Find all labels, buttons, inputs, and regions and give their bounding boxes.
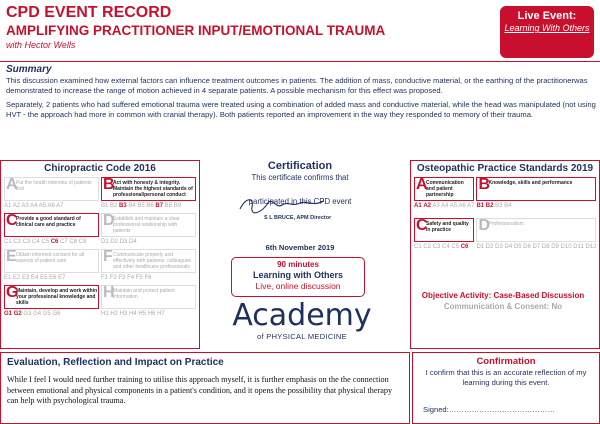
standard-code: F5 bbox=[135, 275, 143, 281]
standard-code: G3 bbox=[23, 311, 32, 317]
standard-box bbox=[414, 218, 474, 242]
standard-code: D2 bbox=[485, 244, 494, 250]
standard-letter: A bbox=[6, 176, 18, 193]
standard-codes bbox=[4, 202, 99, 210]
summary-heading: Summary bbox=[6, 64, 52, 75]
academy-logo bbox=[232, 300, 372, 341]
standard-letter: C bbox=[416, 217, 428, 234]
standard-letter: H bbox=[103, 284, 115, 301]
standard-code: H7 bbox=[157, 311, 165, 317]
standard-letter: E bbox=[6, 248, 17, 265]
standard-code: B2 bbox=[110, 203, 118, 209]
standard-code: A7 bbox=[467, 203, 475, 209]
standard-letter: A bbox=[416, 176, 428, 193]
standard-code: B4 bbox=[128, 203, 136, 209]
chiro-standard-d bbox=[100, 212, 197, 247]
chiropractic-grid bbox=[3, 176, 197, 319]
standard-description: Maintain, develop and work within your professional knowledge and skills bbox=[16, 288, 98, 306]
standard-code: C5 bbox=[41, 239, 50, 245]
standard-code: B6 bbox=[146, 203, 154, 209]
evaluation-heading: Evaluation, Reflection and Impact on Practice bbox=[7, 357, 224, 368]
standard-code: D6 bbox=[523, 244, 531, 250]
standard-code: B9 bbox=[173, 203, 182, 209]
standard-code: H6 bbox=[147, 311, 156, 317]
event-name: Learning with Others bbox=[252, 270, 343, 280]
signatory-name: S L BRUCE, APM Director bbox=[264, 215, 332, 221]
standard-code: B3 bbox=[495, 203, 503, 209]
confirmation-heading: Confirmation bbox=[476, 356, 536, 367]
standard-code: C5 bbox=[451, 244, 460, 250]
osteo-standard-d bbox=[475, 217, 597, 252]
standard-box bbox=[4, 249, 99, 273]
standard-letter: C bbox=[6, 212, 18, 229]
standard-code: E6 bbox=[49, 275, 57, 281]
standard-code: D4 bbox=[129, 239, 137, 245]
standard-code: G1 bbox=[4, 311, 13, 317]
standard-box bbox=[101, 177, 196, 201]
standard-code: B2 bbox=[485, 203, 494, 209]
standard-code: D2 bbox=[110, 239, 119, 245]
standard-codes bbox=[414, 202, 474, 210]
osteo-standard-c bbox=[413, 217, 475, 252]
standard-code: B1 bbox=[476, 203, 485, 209]
standard-code: A6 bbox=[47, 203, 55, 209]
director-signature-icon bbox=[232, 195, 342, 215]
standard-codes bbox=[476, 243, 596, 251]
standard-code: A3 bbox=[21, 203, 29, 209]
standard-code: C3 bbox=[22, 239, 31, 245]
standard-code: B7 bbox=[155, 203, 164, 209]
standard-box bbox=[476, 218, 596, 242]
standard-codes bbox=[101, 310, 196, 318]
standard-letter: G bbox=[6, 284, 19, 301]
logo-subtitle: of PHYSICAL MEDICINE bbox=[257, 332, 347, 341]
standard-code: C1 bbox=[4, 239, 12, 245]
standard-codes bbox=[476, 202, 596, 210]
event-title: AMPLIFYING PRACTITIONER INPUT/EMOTIONAL TRAUMA bbox=[6, 23, 386, 38]
standard-code: C1 bbox=[414, 244, 422, 250]
certification-heading: Certification bbox=[267, 160, 333, 172]
chiropractic-heading: Chiropractic Code 2016 bbox=[44, 163, 156, 174]
standard-code: D8 bbox=[541, 244, 550, 250]
standard-code: A2 bbox=[423, 203, 432, 209]
standard-box bbox=[4, 177, 99, 201]
live-event-badge bbox=[500, 6, 594, 58]
chiro-standard-a bbox=[3, 176, 100, 211]
standard-description: Communication and patient partnership bbox=[426, 180, 464, 198]
header-divider bbox=[0, 61, 600, 62]
standard-code: D10 bbox=[560, 244, 572, 250]
standard-code: C2 bbox=[423, 244, 432, 250]
standard-box bbox=[4, 213, 99, 237]
standard-code: C4 bbox=[32, 239, 40, 245]
standard-code: D5 bbox=[513, 244, 522, 250]
chiro-standard-e bbox=[3, 248, 100, 283]
event-date: 6th November 2019 bbox=[265, 243, 335, 252]
standard-code: A6 bbox=[458, 203, 466, 209]
standard-description: Maintain and protect patient information bbox=[113, 288, 175, 300]
standard-description: Put the health interests of patients first bbox=[16, 180, 92, 192]
chiro-standard-b bbox=[100, 176, 197, 211]
standard-letter: F bbox=[103, 248, 113, 265]
standard-code: A2 bbox=[12, 203, 21, 209]
objective-activity bbox=[410, 290, 596, 312]
standard-letter: D bbox=[103, 212, 115, 229]
standard-codes bbox=[101, 202, 196, 210]
summary-paragraph-2: Separately, 2 patients who had suffered emotional trauma were treated using a combination of added mass and conductive material, while the head was manipulated (not using HVT - the approach had more in common with cranial therapy). Both patients reported an improvement in the way they responded to memory of their trauma. bbox=[6, 100, 596, 119]
chiro-standard-h bbox=[100, 284, 197, 319]
standard-box bbox=[476, 177, 596, 201]
standard-code: B1 bbox=[101, 203, 109, 209]
standard-description: Communicate properly and effectively with patients, colleagues and other healthcare professionals bbox=[113, 252, 192, 270]
standard-code: C8 bbox=[69, 239, 78, 245]
standard-code: D4 bbox=[504, 244, 513, 250]
signature-line[interactable]: Signed:…………………………………… bbox=[423, 405, 556, 414]
evaluation-panel bbox=[0, 352, 410, 424]
live-event-name: Learning With Others bbox=[504, 23, 590, 33]
standard-box bbox=[414, 177, 474, 201]
standard-code: E2 bbox=[13, 275, 21, 281]
standard-codes bbox=[4, 238, 99, 246]
standard-code: F1 bbox=[101, 275, 109, 281]
standard-letter: B bbox=[478, 176, 491, 193]
chiro-standard-f bbox=[100, 248, 197, 283]
standard-box bbox=[101, 249, 196, 273]
live-event-label: Live Event: bbox=[517, 10, 577, 22]
standard-code: D9 bbox=[551, 244, 559, 250]
standard-code: B4 bbox=[504, 203, 512, 209]
standard-codes bbox=[101, 274, 196, 282]
standard-code: E3 bbox=[22, 275, 30, 281]
objective-text: Objective Activity: Case-Based Discussion bbox=[421, 291, 585, 300]
standard-codes bbox=[4, 310, 99, 318]
summary-paragraph-1: This discussion examined how external factors can influence treatment outcomes in patients. The addition of mass, conductive material, or the earthing of the practitionerwas demonstrated to increase the range of motion achieved in 4 separate patients. A possible mechanism for this effect was proposed. bbox=[6, 76, 588, 95]
standard-code: G6 bbox=[52, 311, 61, 317]
standard-description: Establish and maintain a clear professional relationship with patients bbox=[113, 216, 180, 234]
standard-code: H2 bbox=[110, 311, 119, 317]
standard-code: D1 bbox=[101, 239, 109, 245]
standard-code: H5 bbox=[138, 311, 147, 317]
standard-code: E5 bbox=[40, 275, 48, 281]
standard-code: C6 bbox=[50, 239, 59, 245]
standard-code: H1 bbox=[101, 311, 109, 317]
standard-code: C4 bbox=[442, 244, 450, 250]
standard-code: H3 bbox=[119, 311, 128, 317]
standard-code: A5 bbox=[38, 203, 47, 209]
standard-description: Provide a good standard of clinical care and practice bbox=[16, 216, 81, 228]
standard-letter: D bbox=[478, 217, 491, 234]
standard-code: G2 bbox=[13, 311, 22, 317]
standard-code: A7 bbox=[56, 203, 64, 209]
standard-codes bbox=[101, 238, 196, 246]
presenter: with Hector Wells bbox=[6, 40, 76, 50]
standard-code: A1 bbox=[414, 203, 422, 209]
standard-code: D3 bbox=[495, 244, 503, 250]
standard-code: B5 bbox=[137, 203, 145, 209]
certification-line-1: This certificate confirms that bbox=[251, 173, 349, 182]
standard-codes bbox=[4, 274, 99, 282]
standard-code: C6 bbox=[460, 244, 469, 250]
standard-box bbox=[101, 213, 196, 237]
standard-code: C3 bbox=[432, 244, 441, 250]
standard-code: E4 bbox=[31, 275, 39, 281]
osteo-standard-a bbox=[413, 176, 475, 211]
summary-section bbox=[6, 64, 596, 124]
osteo-standard-b bbox=[475, 176, 597, 211]
evaluation-text: While I feel I would need further training to utilise this approach myself, it is further emphasis on the the connection between emotional and physical components in a patient's condition, and it opens the possibility that physical therapy can help with psychological trauma. bbox=[7, 375, 393, 405]
logo-word: Academy bbox=[232, 298, 372, 333]
standard-description: Professionalism bbox=[488, 221, 524, 227]
standard-code: H4 bbox=[129, 311, 137, 317]
standard-box bbox=[101, 285, 196, 309]
standard-codes bbox=[414, 243, 474, 251]
standard-code: D11 bbox=[573, 244, 584, 250]
standard-code: D3 bbox=[119, 239, 128, 245]
standard-code: A4 bbox=[30, 203, 38, 209]
standard-description: Act with honesty & integrity. Maintain the highest standards of professional/personal conduct bbox=[113, 180, 193, 198]
standard-code: A1 bbox=[4, 203, 12, 209]
standard-box bbox=[4, 285, 99, 309]
communication-consent: Communication & Consent: No bbox=[443, 302, 563, 311]
standard-code: F6 bbox=[144, 275, 152, 281]
confirmation-text: I confirm that this is an accurate reflection of my learning during this event. bbox=[425, 368, 587, 387]
standard-code: E7 bbox=[58, 275, 66, 281]
standard-code: D1 bbox=[476, 244, 485, 250]
chiro-standard-c bbox=[3, 212, 100, 247]
standard-code: C9 bbox=[78, 239, 87, 245]
osteopathic-grid bbox=[413, 176, 597, 252]
standard-description: Safety and quality in practice bbox=[426, 221, 469, 233]
standard-code: C2 bbox=[13, 239, 22, 245]
standard-code: F2 bbox=[109, 275, 117, 281]
standard-code: F4 bbox=[127, 275, 135, 281]
record-title: CPD EVENT RECORD bbox=[6, 4, 172, 21]
standard-code: G4 bbox=[33, 311, 42, 317]
certification-line-2: participated in this CPD event bbox=[248, 197, 352, 206]
standard-code: B3 bbox=[119, 203, 127, 209]
osteopathic-heading: Osteopathic Practice Standards 2019 bbox=[416, 163, 594, 174]
event-minutes: 90 minutes bbox=[277, 260, 319, 269]
chiro-standard-g bbox=[3, 284, 100, 319]
standard-code: E1 bbox=[4, 275, 12, 281]
standard-code: A5 bbox=[449, 203, 458, 209]
standard-description: Knowledge, skills and performance bbox=[488, 180, 573, 186]
event-details-box bbox=[231, 257, 365, 297]
standard-code: D7 bbox=[532, 244, 541, 250]
standard-code: A4 bbox=[441, 203, 449, 209]
standard-code: D12 bbox=[585, 244, 597, 250]
standard-code: F3 bbox=[118, 275, 126, 281]
standard-code: G5 bbox=[42, 311, 51, 317]
standard-code: A3 bbox=[432, 203, 440, 209]
standard-letter: B bbox=[103, 176, 115, 193]
confirmation-panel bbox=[412, 352, 600, 424]
standard-code: C7 bbox=[60, 239, 68, 245]
event-format: Live, online discussion bbox=[255, 281, 341, 291]
standard-code: B8 bbox=[164, 203, 173, 209]
header bbox=[6, 4, 486, 51]
standard-description: Obtain informed consent for all aspects of patient care bbox=[16, 252, 85, 264]
